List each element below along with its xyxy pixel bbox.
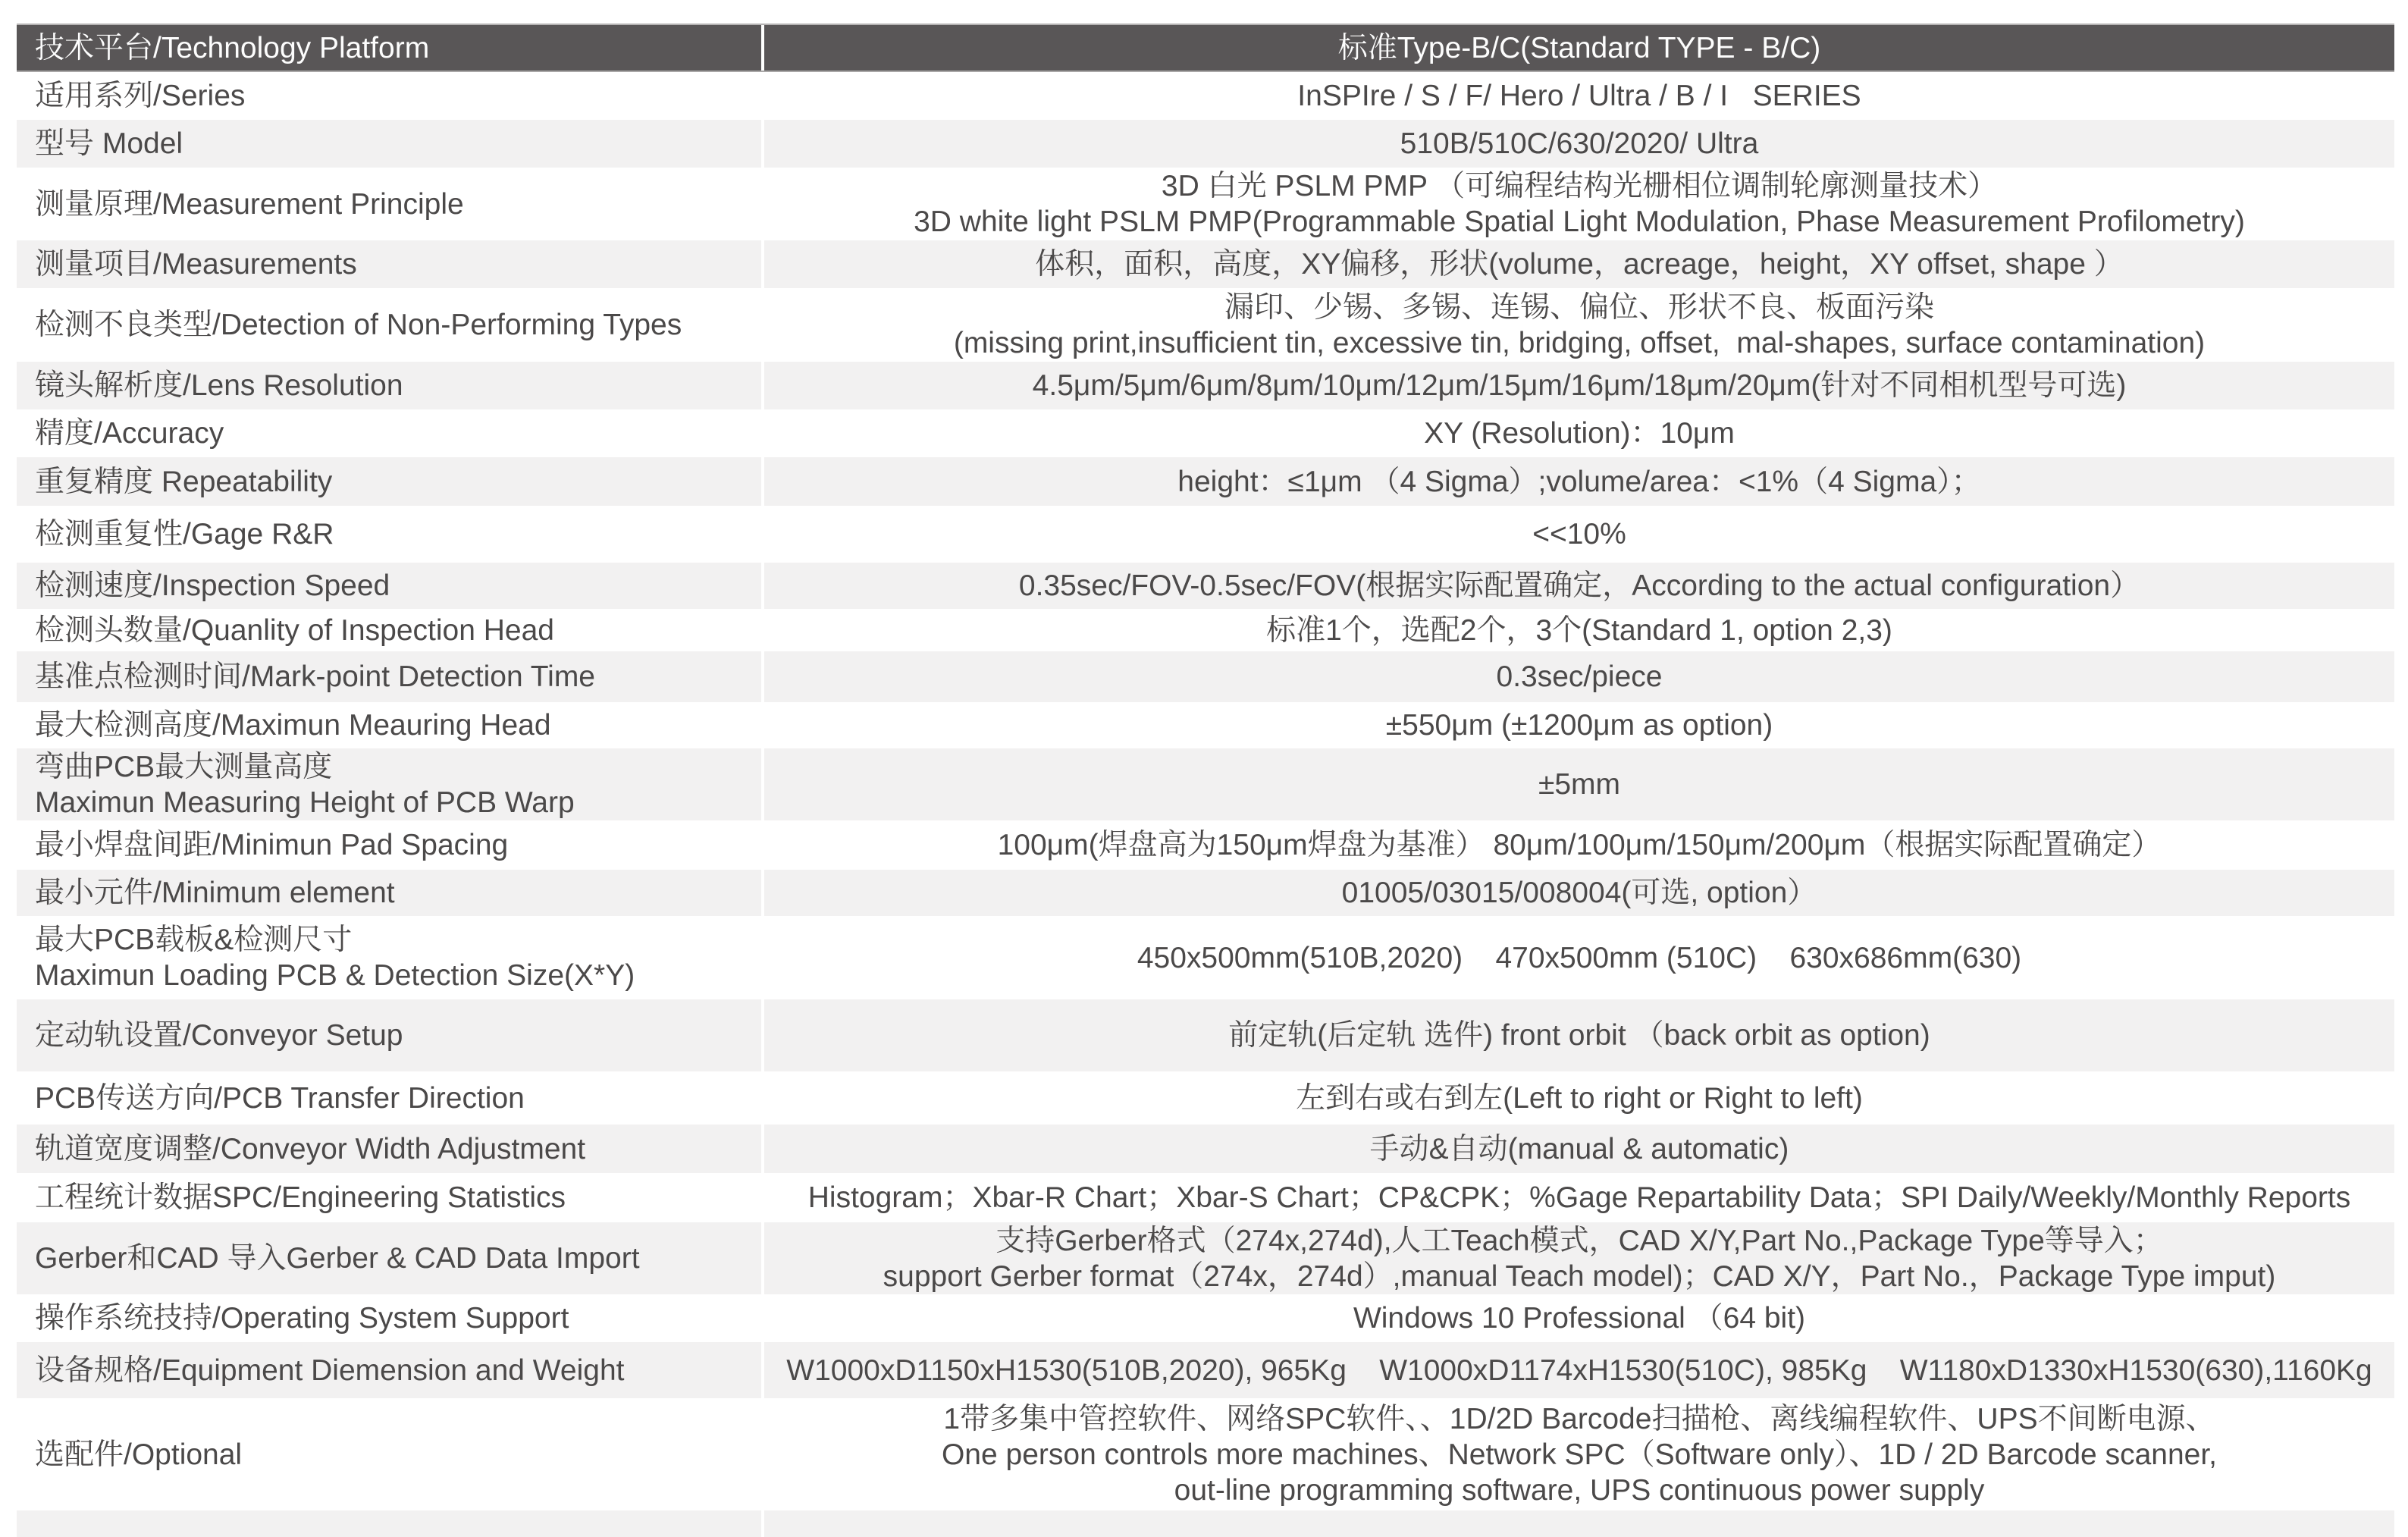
- table-header-row: [17, 24, 2394, 72]
- table-row: [17, 288, 2394, 362]
- row-label: 精度/Accuracy: [35, 417, 224, 450]
- row-label: 测量项目/Measurements: [17, 240, 761, 288]
- row-label: Gerber和CAD 导入Gerber & CAD Data Import: [17, 1222, 761, 1294]
- table-row: [17, 820, 2394, 870]
- table-row: [17, 506, 2394, 563]
- row-value: 3D 白光 PSLM PMP （可编程结构光栅相位调制轮廓测量技术） 3D white light PSLM PMP(Programmable Spatial Light Modulation, Phase Measurement Profilometry): [914, 170, 2245, 238]
- table-row: [17, 748, 2394, 820]
- table-row: [17, 409, 2394, 457]
- table-row: [17, 916, 2394, 999]
- row-label: 选配件/Optional: [35, 1438, 243, 1471]
- row-label: PCB传送方向/PCB Transfer Direction: [35, 1081, 525, 1115]
- row-label: 最小元件/Minimum element: [17, 870, 761, 916]
- table-row: [17, 1071, 2394, 1125]
- table-row: [17, 999, 2394, 1071]
- row-value: ±5mm: [764, 748, 2394, 820]
- row-value: W1000xD1150xH1530(510B,2020), 965Kg W1000xD1174xH1530(510C), 985Kg W1180xD1330xH1530(630),1160Kg: [764, 1342, 2394, 1398]
- row-label: 操作系统技持/Operating System Support: [35, 1302, 569, 1335]
- row-label: 检测不良类型/Detection of Non-Performing Types: [35, 309, 682, 341]
- table-body: [17, 72, 2394, 1510]
- row-value: 100μm(焊盘高为150μm焊盘为基准） 80μm/100μm/150μm/200μm（根据实际配置确定）: [997, 829, 2162, 861]
- row-label: 设备规格/Equipment Diemension and Weight: [17, 1342, 761, 1398]
- row-label: 检测速度/Inspection Speed: [17, 563, 761, 609]
- header-right-cell: 标准Type-B/C(Standard TYPE - B/C): [764, 25, 2394, 71]
- header-left-cell: 技术平台/Technology Platform: [17, 25, 761, 71]
- row-label: 最小焊盘间距/Minimun Pad Spacing: [35, 829, 509, 861]
- table-row: [17, 1222, 2394, 1294]
- row-value: 支持Gerber格式（274x,274d),人工Teach模式，CAD X/Y,Part No.,Package Type等导入； support Gerber format（274x，274d）,manual Teach model)；CAD X/Y，Part No.，Package Type imput): [764, 1222, 2394, 1294]
- row-value: 0.3sec/piece: [764, 651, 2394, 702]
- table-row: [17, 609, 2394, 651]
- table-row: [17, 362, 2394, 409]
- table-row: [17, 120, 2394, 168]
- row-label: 轨道宽度调整/Conveyor Width Adjustment: [17, 1125, 761, 1173]
- row-value: Histogram；Xbar-R Chart；Xbar-S Chart；CP&CPK；%Gage Repartability Data；SPI Daily/Weekly/Monthly Reports: [807, 1181, 2351, 1214]
- row-label: [17, 1510, 761, 1537]
- row-label: 检测重复性/Gage R&R: [35, 518, 334, 550]
- row-label: 测量原理/Measurement Principle: [35, 187, 464, 221]
- row-value: 体积，面积，高度，XY偏移，形状(volume，acreage，height，XY offset, shape ）: [764, 240, 2394, 288]
- row-value: Windows 10 Professional （64 bit): [1353, 1302, 1806, 1335]
- row-label: 镜头解析度/Lens Resolution: [17, 362, 761, 409]
- table-row: [17, 1173, 2394, 1222]
- row-label: 型号 Model: [17, 120, 761, 168]
- row-label: 最大PCB载板&检测尺寸 Maximun Loading PCB & Detection Size(X*Y): [35, 924, 635, 992]
- row-value: 手动&自动(manual & automatic): [764, 1125, 2394, 1173]
- row-label: 检测头数量/Quanlity of Inspection Head: [35, 613, 554, 647]
- row-value: 0.35sec/FOV-0.5sec/FOV(根据实际配置确定，According to the actual configuration）: [764, 563, 2394, 609]
- table-row: [17, 1342, 2394, 1398]
- table-row: [17, 240, 2394, 288]
- row-label: 工程统计数据SPC/Engineering Statistics: [35, 1181, 566, 1214]
- row-value: 左到右或右到左(Left to right or Right to left): [1296, 1081, 1863, 1115]
- row-value: 前定轨(后定轨 选件) front orbit （back orbit as option): [764, 999, 2394, 1071]
- row-value: 1带多集中管控软件、网络SPC软件、、1D/2D Barcode扫描枪、离线编程软件、UPS不间断电源、 One person controls more machines、Network SPC（Software only）、1D / 2D Barcode scanner, out-line programming software, UPS continuous power supply: [941, 1402, 2218, 1507]
- row-value: InSPIre / S / F/ Hero / Ultra / B / I SERIES: [1297, 80, 1861, 112]
- row-value: height：≤1μm （4 Sigma）;volume/area：<1%（4 Sigma）；: [764, 457, 2394, 506]
- table-row: [17, 1294, 2394, 1342]
- row-value: 450x500mm(510B,2020) 470x500mm (510C) 630x686mm(630): [1137, 941, 2022, 974]
- table-row: [17, 457, 2394, 506]
- table-row-partial: [17, 1510, 2394, 1537]
- row-value: 01005/03015/008004(可选, option）: [764, 870, 2394, 916]
- row-label: 最大检测高度/Maximun Meauring Head: [35, 709, 551, 742]
- table-row: [17, 702, 2394, 748]
- table-row: [17, 651, 2394, 702]
- row-label: 基准点检测时间/Mark-point Detection Time: [17, 651, 761, 702]
- table-row: [17, 563, 2394, 609]
- table-row: [17, 1398, 2394, 1510]
- table-row: [17, 168, 2394, 240]
- row-label: 弯曲PCB最大测量高度 Maximun Measuring Height of PCB Warp: [17, 748, 761, 820]
- row-label: 重复精度 Repeatability: [17, 457, 761, 506]
- table-row: [17, 870, 2394, 916]
- table-row: [17, 1125, 2394, 1173]
- spec-table: [17, 24, 2394, 1537]
- row-value: 漏印、少锡、多锡、连锡、偏位、形状不良、板面污染 (missing print,insufficient tin, excessive tin, bridging, offset, mal-shapes, surface contamination): [953, 290, 2206, 359]
- table-row: [17, 72, 2394, 120]
- row-value: 标准1个，选配2个，3个(Standard 1, option 2,3): [1266, 613, 1892, 647]
- row-value: 510B/510C/630/2020/ Ultra: [764, 120, 2394, 168]
- row-value: [764, 1510, 2394, 1537]
- row-value: ±550μm (±1200μm as option): [1385, 709, 1773, 742]
- row-value: XY (Resolution)：10μm: [1424, 417, 1735, 450]
- row-label: 适用系列/Series: [35, 80, 246, 112]
- row-label: 定动轨设置/Conveyor Setup: [17, 999, 761, 1071]
- row-value: <<10%: [1532, 518, 1626, 550]
- row-value: 4.5μm/5μm/6μm/8μm/10μm/12μm/15μm/16μm/18μm/20μm(针对不同相机型号可选): [764, 362, 2394, 409]
